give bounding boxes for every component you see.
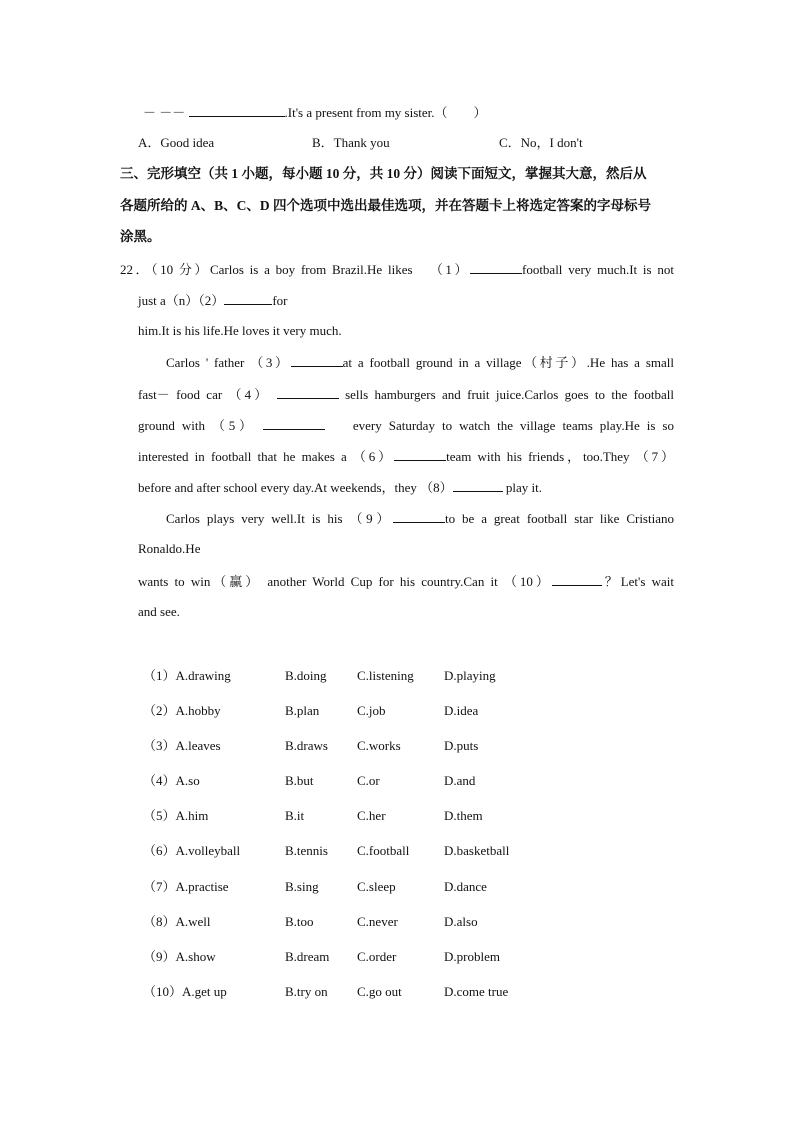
blank-2 xyxy=(224,292,272,305)
blank-1 xyxy=(470,261,522,274)
answer-blank xyxy=(189,104,285,117)
blank-10 xyxy=(552,573,602,586)
choice-a: （8）A.well xyxy=(143,914,211,929)
choice-d: D.puts xyxy=(444,738,479,753)
choice-a: （1）A.drawing xyxy=(143,668,231,683)
choice-d: D.idea xyxy=(444,703,479,718)
blank-5 xyxy=(263,417,325,430)
passage-line-11: wants to win（赢） another World Cup for his country.Can it （10） ？Let's wait xyxy=(138,574,675,589)
passage-line-12: and see. xyxy=(138,604,180,619)
choice-b: B.try on xyxy=(285,984,328,999)
choice-b: B.it xyxy=(285,808,305,823)
blank-9 xyxy=(393,510,445,523)
choice-a: （7）A.practise xyxy=(143,879,229,894)
choice-c: C.job xyxy=(357,703,386,718)
choice-a: （3）A.leaves xyxy=(143,738,221,753)
question-number: 22．（10 分） xyxy=(120,262,210,277)
prev-question-stem xyxy=(143,104,487,121)
choice-a: （6）A.volleyball xyxy=(143,843,241,858)
blank-3 xyxy=(291,354,343,367)
choice-c: C.or xyxy=(357,773,380,788)
choice-a: （9）A.show xyxy=(143,949,216,964)
passage-line-9: Carlos plays very well.It is his （9） to be a great football star like Cristiano xyxy=(166,511,674,526)
choice-c: C.order xyxy=(357,949,397,964)
section-heading-line-2: 各题所给的 A、B、C、D 四个选项中选出最佳选项，并在答题卡上将选定答案的字母标号 xyxy=(120,198,652,213)
choice-c: C.go out xyxy=(357,984,402,999)
choice-a: （2）A.hobby xyxy=(143,703,221,718)
choice-b: B.but xyxy=(285,773,314,788)
passage-line-6: ground with （5） every Saturday to watch the village teams play.He is so xyxy=(138,418,674,433)
passage-line-3: him.It is his life.He loves it very much. xyxy=(138,323,342,338)
passage-line-10: Ronaldo.He xyxy=(138,541,201,556)
choice-a: （5）A.him xyxy=(143,808,209,823)
choice-b: B.dream xyxy=(285,949,330,964)
choice-d: D.them xyxy=(444,808,483,823)
choice-c: C.never xyxy=(357,914,398,929)
choice-d: D.basketball xyxy=(444,843,510,858)
choice-d: D.also xyxy=(444,914,478,929)
section-heading-line-1: 三、完形填空（共 1 小题，每小题 10 分，共 10 分）阅读下面短文，掌握其大意，然后从 xyxy=(120,166,647,181)
choice-b: B.sing xyxy=(285,879,319,894)
prev-option-c: C．No，I don't xyxy=(499,135,583,150)
prev-option-a: A．Good idea xyxy=(138,135,215,150)
choice-d: D.dance xyxy=(444,879,487,894)
choice-a: （4）A.so xyxy=(143,773,200,788)
blank-4 xyxy=(277,386,339,399)
choice-d: D.and xyxy=(444,773,476,788)
choice-c: C.works xyxy=(357,738,401,753)
choice-b: B.doing xyxy=(285,668,327,683)
passage-line-1: 22．（10 分）Carlos is a boy from Brazil.He likes （1） football very much.It is not xyxy=(120,262,674,277)
choice-b: B.too xyxy=(285,914,314,929)
choice-c: C.sleep xyxy=(357,879,396,894)
passage-line-4: Carlos ' father （3） at a football ground in a village（村子）.He has a small xyxy=(166,355,674,370)
choice-c: C.her xyxy=(357,808,386,823)
choice-d: D.problem xyxy=(444,949,500,964)
passage-line-5: fast－ food car （4） sells hamburgers and fruit juice.Carlos goes to the football xyxy=(138,387,675,402)
passage-line-7: interested in football that he makes a （6） team with his friends，too.They （7） xyxy=(138,449,674,464)
choice-d: D.come true xyxy=(444,984,509,999)
choice-b: B.plan xyxy=(285,703,320,718)
choice-d: D.playing xyxy=(444,668,496,683)
blank-8 xyxy=(453,479,503,492)
section-heading-line-3: 涂黑。 xyxy=(120,229,161,244)
choice-b: B.tennis xyxy=(285,843,328,858)
passage-line-8: before and after school every day.At weekends，they （8） play it. xyxy=(138,480,543,495)
passage-line-2: just a（n）（2） for xyxy=(138,293,288,308)
choice-c: C.football xyxy=(357,843,410,858)
blank-6 xyxy=(394,448,446,461)
prev-option-b: B．Thank you xyxy=(312,135,390,150)
choice-b: B.draws xyxy=(285,738,328,753)
dialog-dash: － －－ xyxy=(143,105,186,120)
choice-a: （10）A.get up xyxy=(143,984,227,999)
choice-c: C.listening xyxy=(357,668,414,683)
prev-question-text: .It's a present from my sister.（ ） xyxy=(284,105,487,120)
